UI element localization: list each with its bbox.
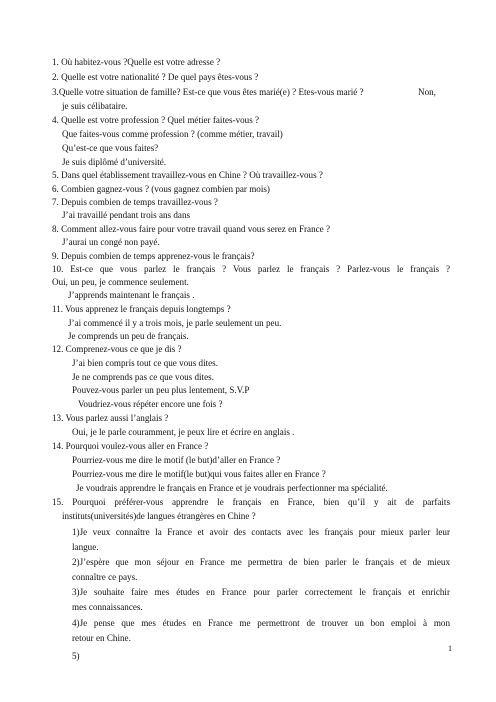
text-line: Que faites-vous comme profession ? (comme métier, travail) bbox=[62, 129, 283, 139]
text-line: langue. bbox=[72, 542, 99, 552]
text-line: connaître ce pays. bbox=[72, 572, 138, 582]
text-line: Je comprends un peu de français. bbox=[68, 331, 189, 341]
text-line: 13. Vous parlez aussi l’anglais ? bbox=[52, 413, 169, 423]
text-line: 1)Je veux connaître la France et avoir des contacts avec les français pour mieux parler leur bbox=[72, 527, 450, 537]
text-line: retour en Chine. bbox=[72, 633, 131, 643]
text-line: Non, bbox=[418, 87, 436, 97]
text-line: Pourriez-vous me dire le motif(le but)qui vous faites aller en France ? bbox=[72, 469, 326, 479]
text-line: J’ai commencé il y a trois mois, je parle seulement un peu. bbox=[68, 318, 282, 328]
text-line: instituts(universités)de langues étrangères en Chine ? bbox=[62, 511, 256, 521]
text-line: 9. Depuis combien de temps apprenez-vous le français? bbox=[52, 251, 255, 261]
text-line: Je voudrais apprendre le français en France et je voudrais perfectionner ma spécialité. bbox=[76, 483, 388, 493]
text-line: 2)J’espère que mon séjour en France me permettra de bien parler le français et de mieux bbox=[72, 557, 450, 567]
text-line: 2. Quelle est votre nationalité ? De quel pays êtes-vous ? bbox=[52, 72, 259, 82]
text-line: Oui, un peu, je commence seulement. bbox=[52, 277, 189, 287]
text-line: J’aurai un congé non payé. bbox=[62, 237, 160, 247]
text-line: 15. Pourquoi préférer-vous apprendre le français en France, bien qu’il y ait de parfaits bbox=[52, 497, 450, 507]
text-line: Qu’est-ce que vous faites? bbox=[62, 143, 159, 153]
text-line: je suis célibataire. bbox=[62, 101, 128, 111]
text-line: 12. Comprenez-vous ce que je dis ? bbox=[52, 344, 182, 354]
text-line: 5) bbox=[72, 651, 80, 661]
text-line: 4. Quelle est votre profession ? Quel métier faites-vous ? bbox=[52, 115, 260, 125]
page-number: 1 bbox=[448, 644, 452, 653]
text-line: 5. Dans quel établissement travaillez-vous en Chine ? Où travaillez-vous ? bbox=[52, 170, 323, 180]
text-line: 7. Depuis combien de temps travaillez-vous ? bbox=[52, 197, 218, 207]
text-line: 11. Vous apprenez le français depuis longtemps ? bbox=[52, 304, 231, 314]
text-line: J’apprends maintenant le français . bbox=[68, 290, 195, 300]
text-line: Pouvez-vous parler un peu plus lentement, S.V.P bbox=[72, 385, 250, 395]
text-line: J’ai bien compris tout ce que vous dites. bbox=[72, 358, 218, 368]
text-line: 10. Est-ce que vous parlez le français ? Vous parlez le français ? Parlez-vous le français ? bbox=[52, 264, 450, 274]
text-line: 3.Quelle votre situation de famille? Est-ce que vous êtes marié(e) ? Etes-vous marié ? bbox=[52, 87, 364, 97]
text-line: Pourriez-vous me dire le motif (le but)d’aller en France ? bbox=[72, 455, 281, 465]
text-line: Je suis diplômé d’université. bbox=[62, 157, 167, 167]
text-line: 8. Comment allez-vous faire pour votre travail quand vous serez en France ? bbox=[52, 224, 331, 234]
text-line: 14. Pourquoi voulez-vous aller en France ? bbox=[52, 441, 209, 451]
text-line: Je ne comprends pas ce que vous dites. bbox=[72, 372, 214, 382]
text-line: 4)Je pense que mes études en France me permettront de trouver un bon emploi à mon bbox=[72, 618, 450, 628]
text-line: mes connaissances. bbox=[72, 602, 143, 612]
text-line: Oui, je le parle couramment, je peux lire et écrire en anglais . bbox=[72, 427, 295, 437]
text-line: 6. Combien gagnez-vous ? (vous gagnez combien par mois) bbox=[52, 184, 270, 194]
text-line: 3)Je souhaite faire mes études en France pour parler correctement le français et enrichir bbox=[72, 587, 450, 597]
text-line: 1. Où habitez-vous ?Quelle est votre adresse ? bbox=[52, 57, 221, 67]
text-line: J’ai travaillé pendant trois ans dans bbox=[62, 210, 191, 220]
text-line: Voudriez-vous répéter encore une fois ? bbox=[78, 399, 223, 409]
